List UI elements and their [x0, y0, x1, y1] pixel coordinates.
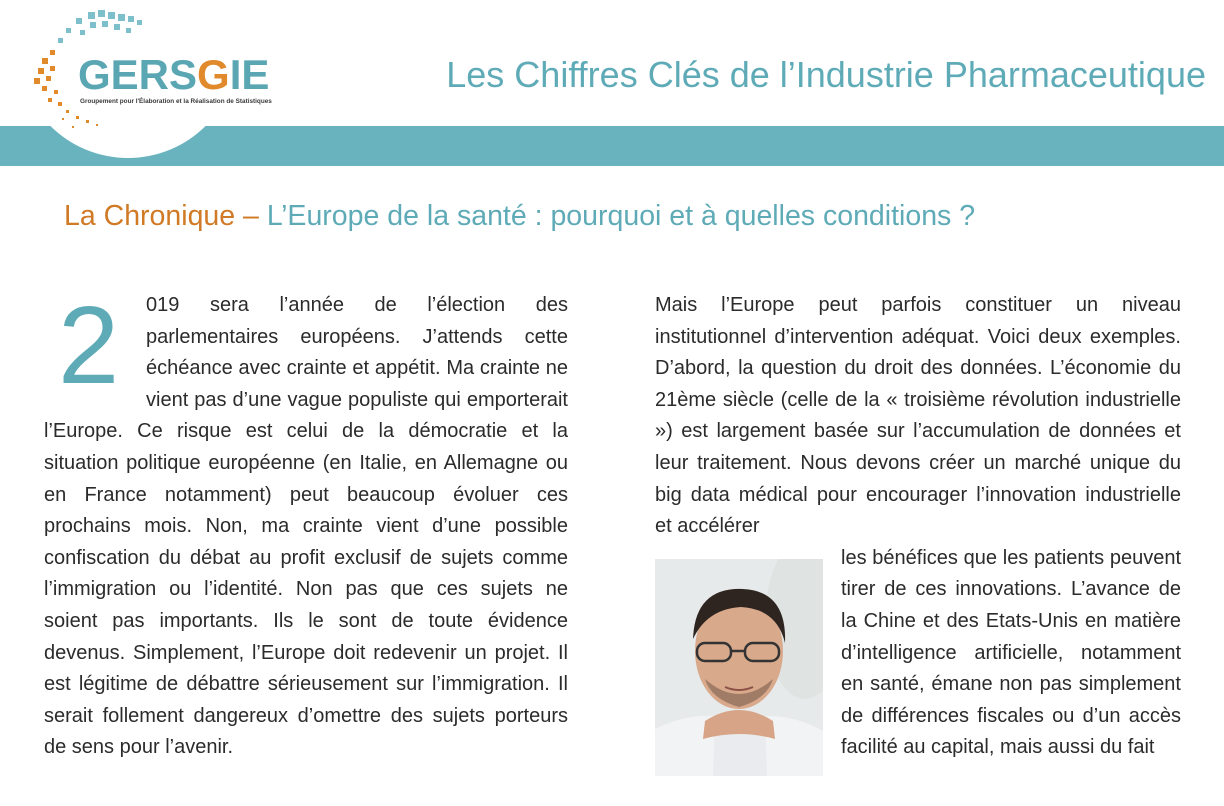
article-column-left: [44, 284, 568, 764]
page-title: Les Chiffres Clés de l’Industrie Pharmaceutique: [446, 54, 1206, 95]
chronique-heading: [64, 196, 975, 236]
article-column-right: [655, 290, 1181, 776]
author-photo: [655, 559, 823, 776]
article-right-text-top: Mais l’Europe peut parfois constituer un niveau institutionnel d’intervention adéquat. Voici deux exemples. D’abord, la question du droit des données. L’économie du 21ème siècle (celle de la « troisième révolution industrielle ») est largement basée sur l’accumulation de données et leur traitement. Nous devons créer un marché unique du big data médical pour encourager l’innovation industrielle et accélérer: [655, 294, 1181, 538]
logo-word-part3: IE: [229, 51, 270, 98]
logo-word-part1: GERS: [78, 51, 198, 98]
chronique-title: L’Europe de la santé : pourquoi et à quelles conditions ?: [258, 200, 976, 232]
article-right-text-wrap: les bénéfices que les patients peuvent tirer de ces innovations. L’avance de la Chine et des Etats-Unis en matière d’intelligence artificielle, notamment en santé, émane non pas simplement de différences fiscales ou d’un accès facilité au capital, mais aussi du fait: [841, 546, 1181, 759]
author-portrait-image: [655, 559, 823, 776]
chronique-lead: La Chronique –: [64, 200, 259, 232]
logo-word-part2: G: [197, 51, 230, 98]
logo-tagline: Groupement pour l'Élaboration et la Réalisation de Statistiques: [80, 98, 272, 105]
logo-wordmark: [78, 50, 269, 100]
article-left-text: 019 sera l’année de l’élection des parlementaires européens. J’attends cette échéance avec crainte et appétit. Ma crainte ne vient pas d’une vague populiste qui emporterait l’Europe. Ce risque est celui de la démocratie et la situation politique européenne (en Italie, en Allemagne ou en France notamment) peut beaucoup évoluer ces prochains mois. Non, ma crainte vient d’une possible confiscation du débat au profit exclusif de sujets comme l’immigration ou l’identité. Non pas que ces sujets ne soient pas importants. Ils le sont de toute évidence devenus. Simplement, l’Europe doit redevenir un projet. Il est légitime de débattre sérieusement sur l’immigration. Il serait follement dangereux d’omettre des sujets porteurs de sens pour l’avenir.: [44, 294, 568, 759]
dropcap: 2: [58, 284, 120, 407]
